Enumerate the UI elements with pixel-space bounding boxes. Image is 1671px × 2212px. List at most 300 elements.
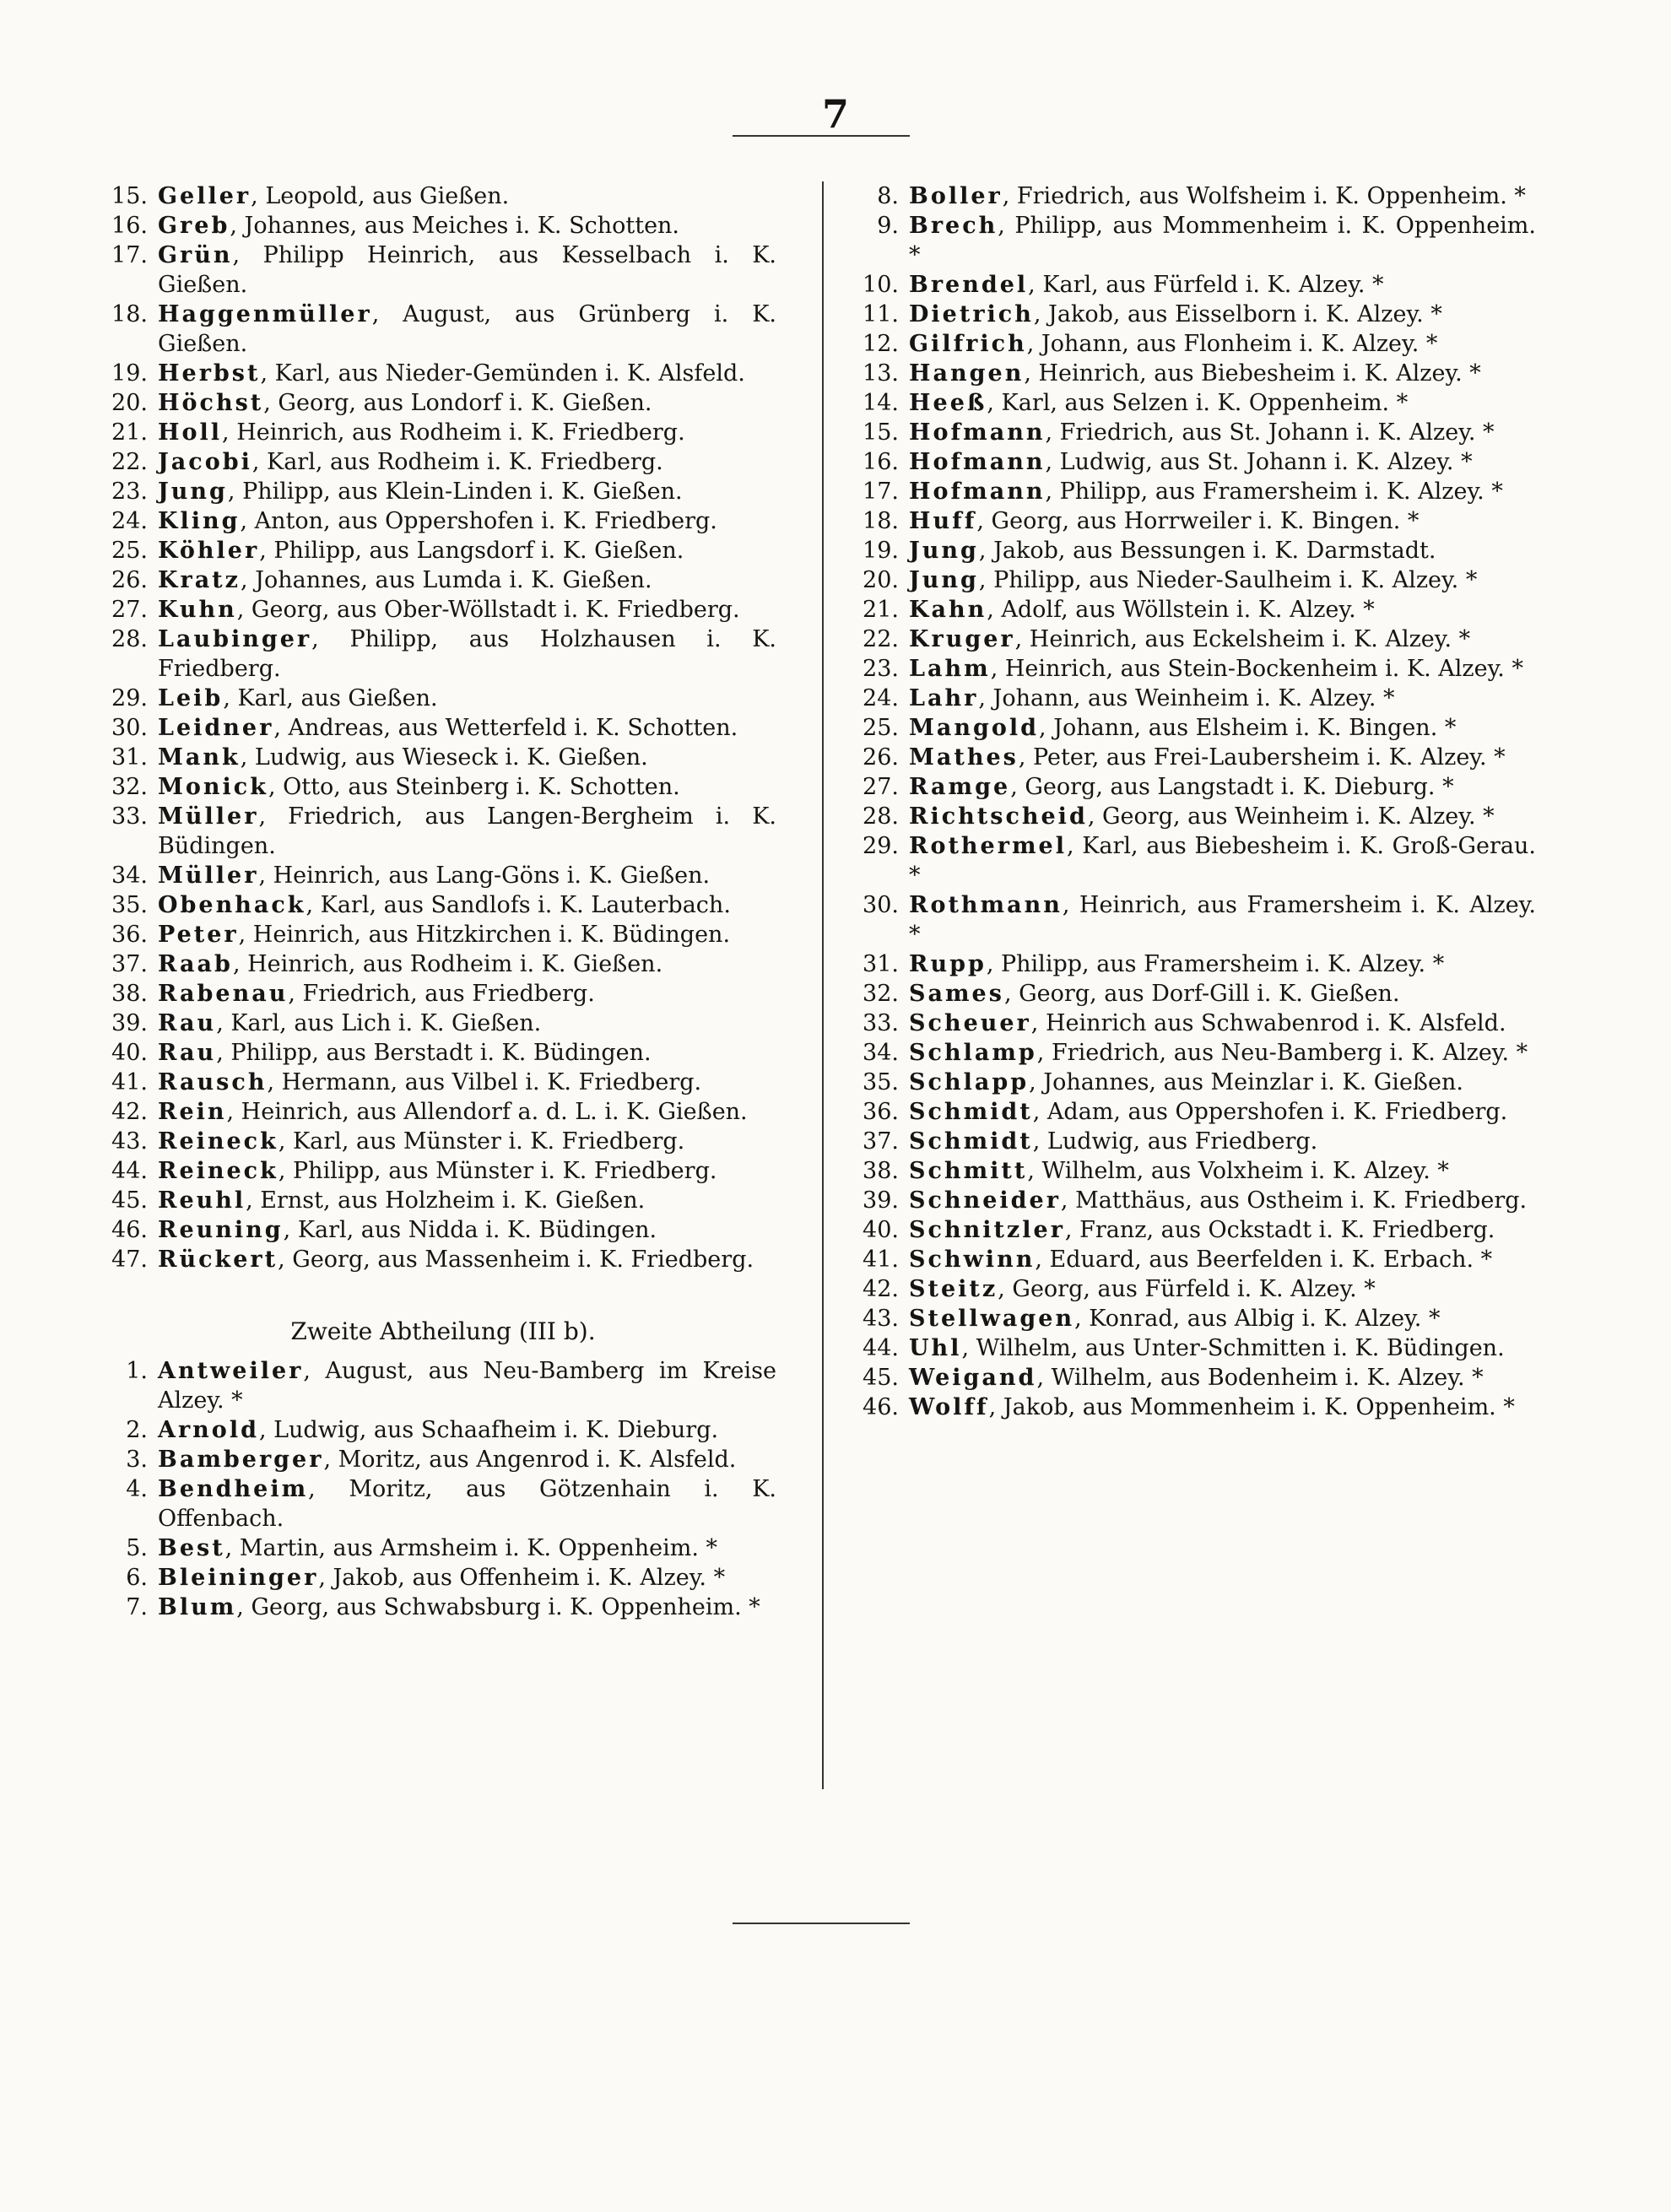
- entry-text: [909, 388, 1536, 418]
- entry-details: , Ludwig, aus Wieseck i. K. Gießen.: [240, 744, 648, 771]
- list-item: [861, 211, 1536, 270]
- list-item: [861, 447, 1536, 477]
- list-item: [110, 861, 776, 890]
- entry-details: , Peter, aus Frei-Laubersheim i. K. Alzey. *: [1018, 744, 1506, 771]
- entry-surname: Leidner: [158, 715, 274, 741]
- entry-details: , Georg, aus Horrweiler i. K. Bingen. *: [976, 508, 1420, 534]
- entry-text: [909, 359, 1536, 388]
- entry-details: , Hermann, aus Vilbel i. K. Friedberg.: [267, 1069, 702, 1095]
- list-item: [110, 181, 776, 211]
- entry-text: [909, 1186, 1536, 1215]
- entry-text: [158, 1245, 776, 1274]
- entry-surname: Rückert: [158, 1247, 278, 1273]
- entry-surname: Boller: [909, 183, 1003, 209]
- list-item: [861, 772, 1536, 802]
- entry-number: 39.: [863, 1187, 899, 1214]
- entry-number: 19.: [111, 360, 148, 387]
- entry-text: [909, 1393, 1536, 1422]
- entry-text: [158, 1415, 776, 1445]
- entry-surname: Uhl: [909, 1335, 962, 1361]
- entry-surname: Lahr: [909, 685, 979, 711]
- entry-surname: Kuhn: [158, 597, 237, 623]
- list-item: [861, 300, 1536, 329]
- list-item: [110, 684, 776, 713]
- entry-surname: Haggenmüller: [158, 301, 372, 327]
- entry-details: , Jakob, aus Bessungen i. K. Darmstadt.: [978, 538, 1436, 564]
- entry-number: 35.: [111, 892, 148, 918]
- entry-details: , Karl, aus Rodheim i. K. Friedberg.: [251, 449, 663, 475]
- entry-details: , Philipp, aus Klein-Linden i. K. Gießen.: [227, 479, 683, 505]
- list-item: [861, 506, 1536, 536]
- entry-surname: Rau: [158, 1010, 217, 1036]
- entry-number: 32.: [111, 774, 148, 800]
- list-item: [861, 1186, 1536, 1215]
- list-item: [861, 713, 1536, 743]
- entry-surname: Grün: [158, 242, 233, 268]
- entry-surname: Schneider: [909, 1187, 1061, 1214]
- entry-surname: Laubinger: [158, 626, 312, 652]
- entry-details: , August, aus Neu-Bamberg im Kreise Alzey. *: [158, 1358, 776, 1414]
- list-item: [110, 1415, 776, 1445]
- entry-surname: Müller: [158, 863, 259, 889]
- entry-text: [158, 949, 776, 979]
- entry-details: , Georg, aus Weinheim i. K. Alzey. *: [1087, 803, 1495, 830]
- list-item: [861, 1038, 1536, 1068]
- list-item: [110, 1533, 776, 1563]
- list-item: [110, 447, 776, 477]
- list-item: [861, 1393, 1536, 1422]
- entry-text: [909, 1097, 1536, 1127]
- entry-details: , Jakob, aus Mommenheim i. K. Oppenheim. *: [988, 1394, 1515, 1420]
- entry-text: [158, 241, 776, 300]
- entry-text: [909, 595, 1536, 625]
- entry-surname: Blum: [158, 1594, 237, 1620]
- entry-text: [909, 1274, 1536, 1304]
- entry-details: , Martin, aus Armsheim i. K. Oppenheim. *: [224, 1535, 717, 1561]
- entry-details: , Matthäus, aus Ostheim i. K. Friedberg.: [1060, 1187, 1528, 1214]
- entry-number: 35.: [863, 1069, 899, 1095]
- list-item: [110, 418, 776, 447]
- entry-number: 7.: [126, 1594, 148, 1620]
- list-item: [861, 1156, 1536, 1186]
- entry-surname: Reineck: [158, 1158, 278, 1184]
- entry-surname: Höchst: [158, 390, 264, 416]
- list-item: [110, 241, 776, 300]
- entry-text: [158, 181, 776, 211]
- entry-surname: Stellwagen: [909, 1306, 1075, 1332]
- entry-text: [909, 477, 1536, 506]
- entry-surname: Schwinn: [909, 1247, 1036, 1273]
- entry-number: 20.: [863, 567, 899, 593]
- section-heading: Zweite Abtheilung (III b).: [290, 1317, 596, 1345]
- entry-text: [158, 1563, 776, 1593]
- entry-details: , Heinrich, aus Rodheim i. K. Friedberg.: [222, 419, 685, 446]
- entry-number: 46.: [863, 1394, 899, 1420]
- entry-surname: Jung: [909, 567, 979, 593]
- entry-surname: Heeß: [909, 390, 987, 416]
- list-item: [861, 1274, 1536, 1304]
- entry-details: , Georg, aus Dorf-Gill i. K. Gießen.: [1003, 981, 1400, 1007]
- entry-text: [158, 418, 776, 447]
- entry-details: , Philipp Heinrich, aus Kesselbach i. K. Gießen.: [158, 242, 776, 298]
- list-item: [110, 1356, 776, 1415]
- entry-number: 14.: [863, 390, 899, 416]
- list-item: [110, 565, 776, 595]
- list-item: [110, 979, 776, 1009]
- entry-details: , Ludwig, aus Schaafheim i. K. Dieburg.: [258, 1417, 719, 1443]
- entry-surname: Huff: [909, 508, 977, 534]
- entry-surname: Ramge: [909, 774, 1011, 800]
- list-item: [861, 949, 1536, 979]
- list-item: [861, 1304, 1536, 1333]
- entry-details: , Johann, aus Flonheim i. K. Alzey. *: [1026, 331, 1438, 357]
- list-item: [861, 181, 1536, 211]
- entry-number: 40.: [863, 1217, 899, 1243]
- entry-number: 32.: [863, 981, 899, 1007]
- entry-text: [158, 1533, 776, 1563]
- entry-text: [158, 713, 776, 743]
- entry-text: [909, 831, 1536, 890]
- entry-text: [909, 1038, 1536, 1068]
- entry-text: [909, 1068, 1536, 1097]
- entry-details: , Anton, aus Oppershofen i. K. Friedberg.: [240, 508, 717, 534]
- entry-number: 26.: [863, 744, 899, 771]
- entry-details: , Eduard, aus Beerfelden i. K. Erbach. *: [1035, 1247, 1493, 1273]
- list-item: [861, 388, 1536, 418]
- entry-surname: Antweiler: [158, 1358, 304, 1384]
- entry-number: 27.: [111, 597, 148, 623]
- left-column: [110, 181, 776, 1622]
- entry-surname: Rupp: [909, 951, 987, 977]
- entry-details: , Karl, aus Fürfeld i. K. Alzey. *: [1028, 272, 1384, 298]
- entry-number: 5.: [126, 1535, 148, 1561]
- entry-text: [909, 1215, 1536, 1245]
- entry-surname: Herbst: [158, 360, 261, 387]
- entry-details: , Heinrich, aus Framersheim i. K. Alzey. *: [909, 892, 1536, 948]
- bottom-rule: [733, 1923, 910, 1924]
- entry-details: , Karl, aus Münster i. K. Friedberg.: [278, 1128, 685, 1155]
- entry-text: [909, 1333, 1536, 1363]
- entry-details: , Friedrich, aus Langen-Bergheim i. K. Büdingen.: [158, 803, 776, 859]
- entry-surname: Arnold: [158, 1417, 259, 1443]
- list-item: [861, 1068, 1536, 1097]
- entry-text: [909, 1304, 1536, 1333]
- entry-text: [909, 654, 1536, 684]
- entry-surname: Schnitzler: [909, 1217, 1065, 1243]
- entry-details: , Heinrich aus Schwabenrod i. K. Alsfeld.: [1030, 1010, 1506, 1036]
- entry-number: 15.: [863, 419, 899, 446]
- entry-surname: Brendel: [909, 272, 1029, 298]
- entry-number: 38.: [111, 981, 148, 1007]
- entry-surname: Rothmann: [909, 892, 1063, 918]
- entry-text: [158, 625, 776, 684]
- entry-surname: Rau: [158, 1040, 217, 1066]
- entry-surname: Rothermel: [909, 833, 1067, 859]
- entry-surname: Hofmann: [909, 419, 1046, 446]
- list-item: [110, 536, 776, 565]
- entry-number: 46.: [111, 1217, 148, 1243]
- entry-text: [158, 802, 776, 861]
- entry-surname: Obenhack: [158, 892, 306, 918]
- entry-number: 22.: [111, 449, 148, 475]
- entry-text: [158, 684, 776, 713]
- entry-details: , Moritz, aus Götzenhain i. K. Offenbach.: [158, 1476, 776, 1532]
- entry-text: [158, 772, 776, 802]
- entry-text: [158, 536, 776, 565]
- list-item: [110, 743, 776, 772]
- entry-number: 9.: [877, 213, 899, 239]
- entry-number: 1.: [126, 1358, 148, 1384]
- entry-details: , Ludwig, aus St. Johann i. K. Alzey. *: [1045, 449, 1473, 475]
- entry-text: [909, 890, 1536, 949]
- entry-surname: Steitz: [909, 1276, 998, 1302]
- entry-text: [909, 329, 1536, 359]
- list-item: [110, 1474, 776, 1533]
- entry-number: 23.: [863, 656, 899, 682]
- entry-number: 45.: [863, 1365, 899, 1391]
- list-item: [110, 1038, 776, 1068]
- list-item: [110, 300, 776, 359]
- entry-surname: Lahm: [909, 656, 991, 682]
- entry-number: 24.: [111, 508, 148, 534]
- entry-text: [158, 1156, 776, 1186]
- entry-number: 21.: [863, 597, 899, 623]
- entry-text: [909, 743, 1536, 772]
- entry-number: 29.: [111, 685, 148, 711]
- entry-details: , Johannes, aus Meiches i. K. Schotten.: [230, 213, 680, 239]
- entry-details: , Konrad, aus Albig i. K. Alzey. *: [1074, 1306, 1441, 1332]
- entry-surname: Monick: [158, 774, 268, 800]
- entry-text: [909, 802, 1536, 831]
- list-item: [110, 506, 776, 536]
- entry-number: 19.: [863, 538, 899, 564]
- entry-details: , Heinrich, aus Biebesheim i. K. Alzey. *: [1024, 360, 1481, 387]
- list-item: [861, 565, 1536, 595]
- top-rule: [733, 135, 910, 137]
- entry-surname: Wolff: [909, 1394, 989, 1420]
- list-item: [861, 270, 1536, 300]
- entry-number: 33.: [863, 1010, 899, 1036]
- entry-details: , Johannes, aus Meinzlar i. K. Gießen.: [1029, 1069, 1463, 1095]
- entry-text: [909, 949, 1536, 979]
- entry-number: 41.: [111, 1069, 148, 1095]
- entry-number: 12.: [863, 331, 899, 357]
- entry-text: [909, 1363, 1536, 1393]
- list-item: [861, 1009, 1536, 1038]
- list-item: [861, 979, 1536, 1009]
- entry-details: , Georg, aus Ober-Wöllstadt i. K. Friedberg.: [236, 597, 740, 623]
- entry-number: 30.: [863, 892, 899, 918]
- entry-details: , Georg, aus Langstadt i. K. Dieburg. *: [1010, 774, 1454, 800]
- entry-text: [909, 211, 1536, 270]
- entry-number: 45.: [111, 1187, 148, 1214]
- list-item: [861, 1127, 1536, 1156]
- list-item: [110, 890, 776, 920]
- entry-surname: Schlamp: [909, 1040, 1037, 1066]
- entry-number: 13.: [863, 360, 899, 387]
- entry-details: , Heinrich, aus Eckelsheim i. K. Alzey. *: [1014, 626, 1471, 652]
- entry-surname: Dietrich: [909, 301, 1034, 327]
- entry-surname: Bleininger: [158, 1565, 319, 1591]
- entry-details: , Karl, aus Nidda i. K. Büdingen.: [283, 1217, 657, 1243]
- entry-surname: Hofmann: [909, 449, 1046, 475]
- entry-text: [909, 418, 1536, 447]
- list-item: [110, 920, 776, 949]
- list-item: [861, 1245, 1536, 1274]
- entry-number: 37.: [111, 951, 148, 977]
- entry-details: , Karl, aus Selzen i. K. Oppenheim. *: [987, 390, 1409, 416]
- entry-details: , Moritz, aus Angenrod i. K. Alsfeld.: [323, 1447, 737, 1473]
- list-item: [110, 1563, 776, 1593]
- entry-details: , Philipp, aus Framersheim i. K. Alzey. *: [986, 951, 1445, 977]
- entry-surname: Geller: [158, 183, 251, 209]
- entry-text: [158, 1215, 776, 1245]
- entry-number: 31.: [111, 744, 148, 771]
- entry-surname: Köhler: [158, 538, 260, 564]
- entry-surname: Schmidt: [909, 1128, 1033, 1155]
- entry-number: 40.: [111, 1040, 148, 1066]
- entry-number: 26.: [111, 567, 148, 593]
- list-item: [110, 1215, 776, 1245]
- entry-number: 42.: [863, 1276, 899, 1302]
- entry-details: , Johannes, aus Lumda i. K. Gießen.: [241, 567, 652, 593]
- entry-number: 41.: [863, 1247, 899, 1273]
- entry-text: [158, 1445, 776, 1474]
- list-item: [110, 1127, 776, 1156]
- entry-details: , Adam, aus Oppershofen i. K. Friedberg.: [1032, 1099, 1508, 1125]
- entry-text: [158, 979, 776, 1009]
- entry-number: 27.: [863, 774, 899, 800]
- entry-surname: Schlapp: [909, 1069, 1030, 1095]
- entry-details: , Georg, aus Fürfeld i. K. Alzey. *: [998, 1276, 1376, 1302]
- entry-number: 43.: [111, 1128, 148, 1155]
- entry-text: [158, 743, 776, 772]
- entry-text: [909, 1127, 1536, 1156]
- entry-text: [909, 447, 1536, 477]
- list-item: [861, 359, 1536, 388]
- entry-number: 11.: [863, 301, 899, 327]
- entry-surname: Rein: [158, 1099, 227, 1125]
- list-item: [110, 595, 776, 625]
- entry-details: , Georg, aus Londorf i. K. Gießen.: [263, 390, 652, 416]
- entry-number: 22.: [863, 626, 899, 652]
- entry-text: [909, 1009, 1536, 1038]
- entry-number: 38.: [863, 1158, 899, 1184]
- entry-details: , Franz, aus Ockstadt i. K. Friedberg.: [1064, 1217, 1495, 1243]
- entry-details: , Friedrich, aus Neu-Bamberg i. K. Alzey. *: [1036, 1040, 1528, 1066]
- entry-text: [158, 388, 776, 418]
- list-item: [110, 1097, 776, 1127]
- list-item: [861, 654, 1536, 684]
- left-entry-list: [110, 181, 776, 1274]
- entry-number: 28.: [111, 626, 148, 652]
- entry-surname: Kratz: [158, 567, 241, 593]
- entry-text: [909, 772, 1536, 802]
- list-item: [861, 890, 1536, 949]
- entry-details: , Georg, aus Massenheim i. K. Friedberg.: [278, 1247, 754, 1273]
- entry-text: [909, 713, 1536, 743]
- entry-details: , Philipp, aus Framersheim i. K. Alzey. *: [1045, 479, 1503, 505]
- entry-surname: Brech: [909, 213, 998, 239]
- entry-surname: Hangen: [909, 360, 1025, 387]
- entry-surname: Schmidt: [909, 1099, 1033, 1125]
- entry-details: , Philipp, aus Berstadt i. K. Büdingen.: [216, 1040, 652, 1066]
- entry-number: 25.: [863, 715, 899, 741]
- entry-details: , Wilhelm, aus Unter-Schmitten i. K. Büdingen.: [961, 1335, 1505, 1361]
- list-item: [861, 329, 1536, 359]
- entry-number: 36.: [111, 922, 148, 948]
- entry-text: [158, 565, 776, 595]
- entry-details: , Karl, aus Nieder-Gemünden i. K. Alsfeld.: [260, 360, 745, 387]
- entry-surname: Weigand: [909, 1365, 1037, 1391]
- entry-number: 34.: [863, 1040, 899, 1066]
- entry-text: [158, 861, 776, 890]
- entry-text: [909, 979, 1536, 1009]
- entry-number: 4.: [126, 1476, 148, 1502]
- entry-details: , Karl, aus Biebesheim i. K. Groß-Gerau. *: [909, 833, 1536, 889]
- entry-text: [158, 359, 776, 388]
- entry-number: 44.: [111, 1158, 148, 1184]
- list-item: [110, 772, 776, 802]
- entry-text: [909, 684, 1536, 713]
- list-item: [110, 1445, 776, 1474]
- entry-text: [158, 1009, 776, 1038]
- entry-text: [158, 300, 776, 359]
- entry-surname: Kling: [158, 508, 241, 534]
- entry-number: 18.: [111, 301, 148, 327]
- entry-text: [158, 477, 776, 506]
- entry-text: [909, 625, 1536, 654]
- list-item: [110, 211, 776, 241]
- list-item: [861, 477, 1536, 506]
- entry-text: [158, 506, 776, 536]
- entry-details: , Heinrich, aus Lang-Göns i. K. Gießen.: [258, 863, 711, 889]
- entry-text: [158, 1097, 776, 1127]
- entry-number: 2.: [126, 1417, 148, 1443]
- entry-details: , Karl, aus Gießen.: [223, 685, 438, 711]
- entry-surname: Kruger: [909, 626, 1015, 652]
- entry-text: [158, 447, 776, 477]
- entry-surname: Müller: [158, 803, 259, 830]
- entry-text: [158, 1593, 776, 1622]
- entry-details: , Heinrich, aus Stein-Bockenheim i. K. Alzey. *: [990, 656, 1523, 682]
- entry-details: , Wilhelm, aus Bodenheim i. K. Alzey. *: [1036, 1365, 1484, 1391]
- entry-number: 3.: [126, 1447, 148, 1473]
- list-item: [110, 1009, 776, 1038]
- entry-number: 34.: [111, 863, 148, 889]
- column-divider: [822, 181, 824, 1789]
- entry-number: 42.: [111, 1099, 148, 1125]
- entry-details: , Philipp, aus Münster i. K. Friedberg.: [278, 1158, 717, 1184]
- list-item: [110, 1245, 776, 1274]
- list-item: [861, 743, 1536, 772]
- entry-surname: Schmitt: [909, 1158, 1028, 1184]
- entry-surname: Bendheim: [158, 1476, 309, 1502]
- entry-number: 17.: [111, 242, 148, 268]
- entry-surname: Rausch: [158, 1069, 268, 1095]
- entry-number: 21.: [111, 419, 148, 446]
- entry-surname: Kahn: [909, 597, 987, 623]
- list-item: [110, 802, 776, 861]
- entry-details: , August, aus Grünberg i. K. Gießen.: [158, 301, 776, 357]
- entry-text: [909, 270, 1536, 300]
- entry-details: , Heinrich, aus Hitzkirchen i. K. Büdingen.: [238, 922, 731, 948]
- entry-number: 6.: [126, 1565, 148, 1591]
- entry-surname: Jung: [158, 479, 228, 505]
- section-entry-list: [110, 1356, 776, 1622]
- entry-surname: Gilfrich: [909, 331, 1027, 357]
- list-item: [110, 1186, 776, 1215]
